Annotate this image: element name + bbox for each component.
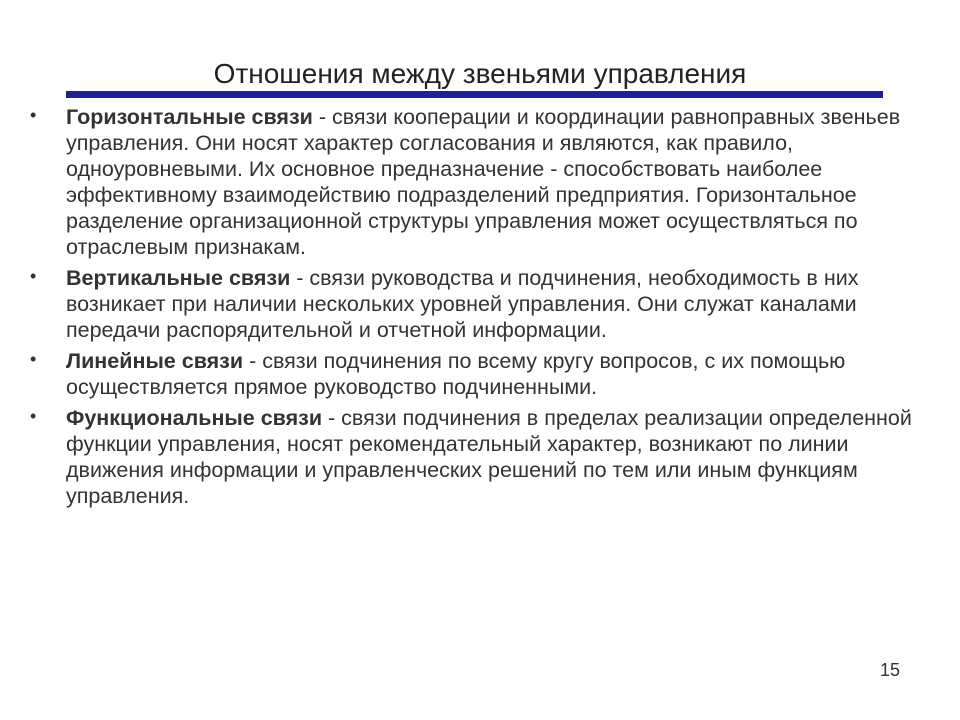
bullet-icon: • xyxy=(30,105,37,125)
term-description: - связи подчинения в пределах реализации определенной функции управления, носят рекомендательный характер, возникают по линии движения информации и управленческих решений по тем или иным функциям управления. xyxy=(66,406,912,508)
term-label: Горизонтальные связи xyxy=(66,105,313,129)
term-label: Линейные связи xyxy=(66,349,244,373)
term-description: - связи подчинения по всему кругу вопросов, с их помощью осуществляется прямое руководство подчиненными. xyxy=(66,349,846,399)
list-item-horizontal xyxy=(30,104,920,260)
list-item-functional xyxy=(30,405,920,509)
list-item-vertical xyxy=(30,265,920,343)
term-label: Функциональные связи xyxy=(66,406,323,430)
list-item-linear xyxy=(30,348,920,400)
bullet-icon: • xyxy=(30,406,37,426)
term-label: Вертикальные связи xyxy=(66,266,291,290)
bullet-list xyxy=(30,104,920,514)
title-underline xyxy=(66,91,883,98)
term-description: - связи руководства и подчинения, необходимость в них возникает при наличии нескольких уровней управления. Они служат каналами передачи распорядительной и отчетной информации. xyxy=(66,266,859,342)
bullet-icon: • xyxy=(30,349,37,369)
term-description: - связи кооперации и координации равноправных звеньев управления. Они носят характер согласования и являются, как правило, одноуровневыми. Их основное предназначение - способствовать наиболее эффективному взаимодействию подразделений предприятия. Горизонтальное разделение организационной структуры управления может осуществляться по отраслевым признакам. xyxy=(66,105,901,259)
slide-title: Отношения между звеньями управления xyxy=(213,58,747,89)
page-number: 15 xyxy=(879,660,900,680)
bullet-icon: • xyxy=(30,266,37,286)
